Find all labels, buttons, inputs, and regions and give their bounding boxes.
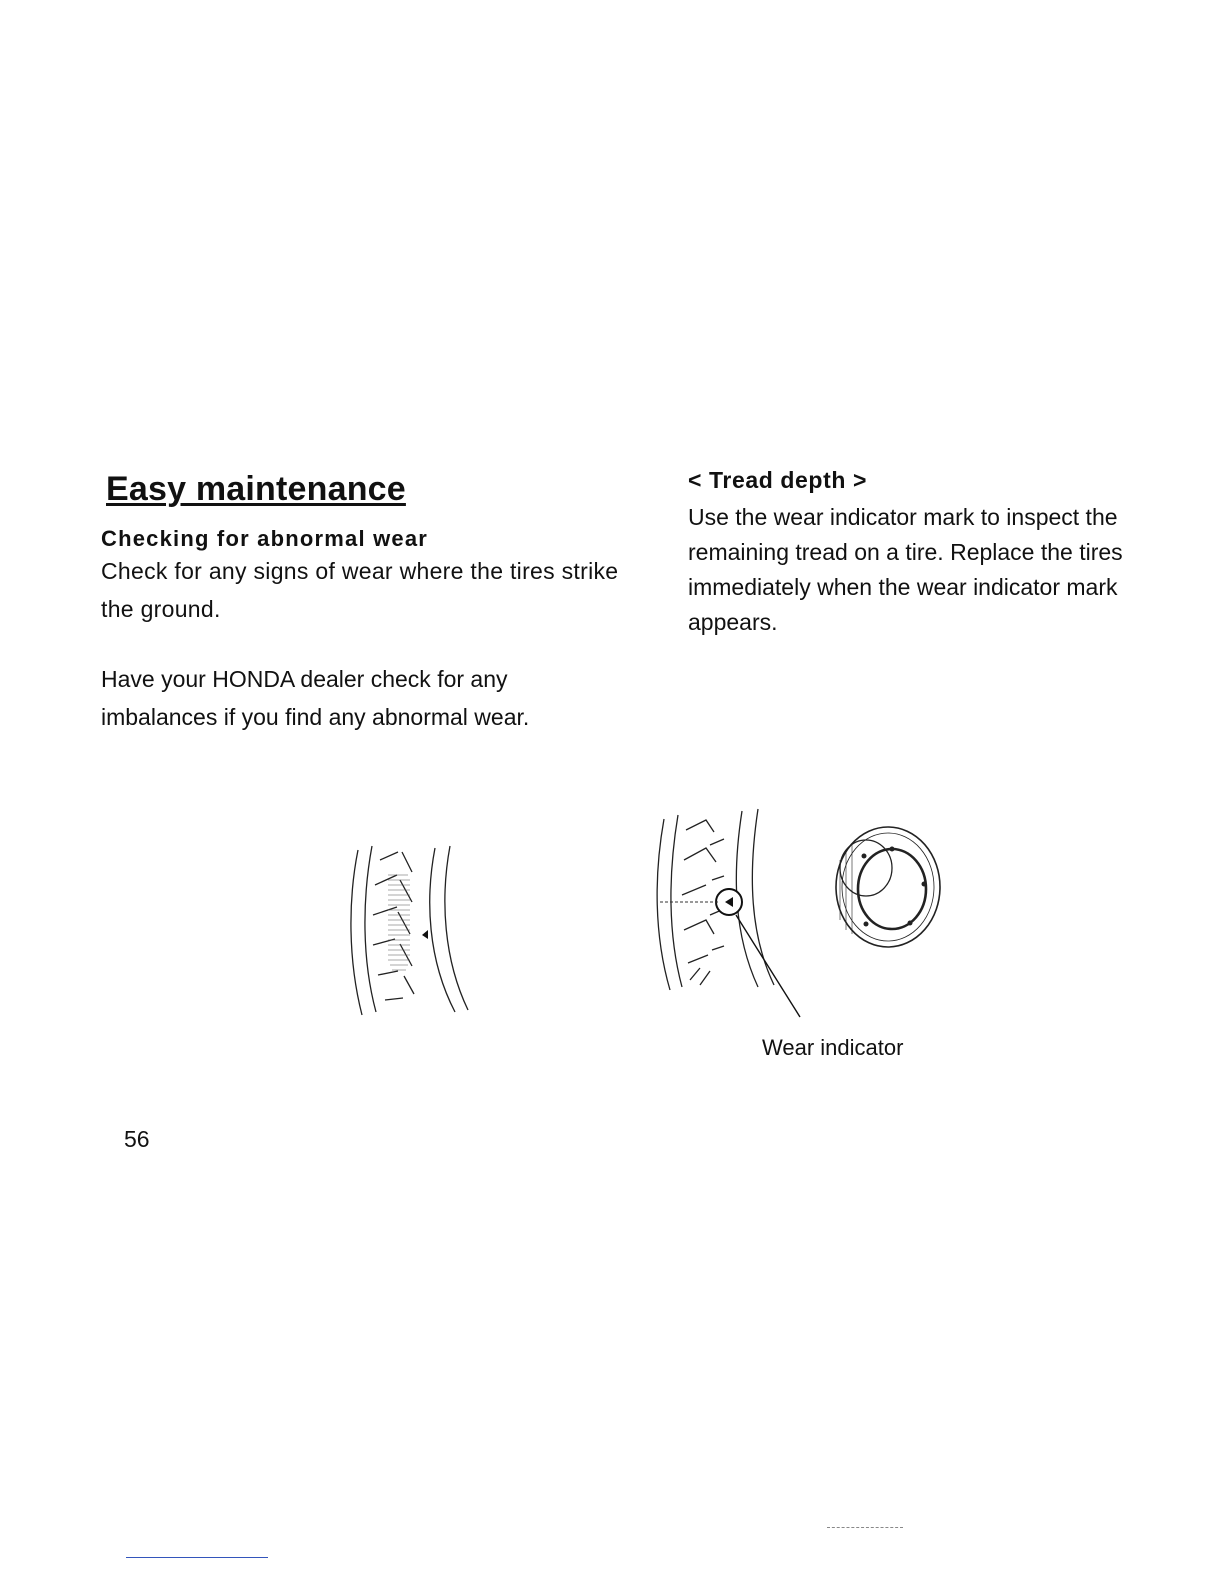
figure-caption: Wear indicator — [762, 1035, 904, 1060]
subheading-tread-depth: < Tread depth > — [688, 467, 867, 493]
paragraph-tread-depth: Use the wear indicator mark to inspect the remaining tread on a tire. Replace the tires immediately when the wear indicator mark appears. — [688, 504, 1123, 635]
divider — [827, 1527, 903, 1528]
subheading-abnormal-wear: Checking for abnormal wear — [101, 526, 429, 551]
paragraph-check-wear: Check for any signs of wear where the tires strike the ground. — [101, 558, 619, 622]
wheel-icon — [820, 820, 950, 960]
page-number: 56 — [124, 1126, 150, 1152]
paragraph-dealer-check: Have your HONDA dealer check for any imbalances if you find any abnormal wear. — [101, 666, 530, 730]
tire-wear-indicator-icon — [650, 805, 810, 1035]
page-title: Easy maintenance — [106, 470, 406, 508]
divider — [126, 1557, 268, 1558]
tire-worn-icon — [340, 840, 480, 1020]
